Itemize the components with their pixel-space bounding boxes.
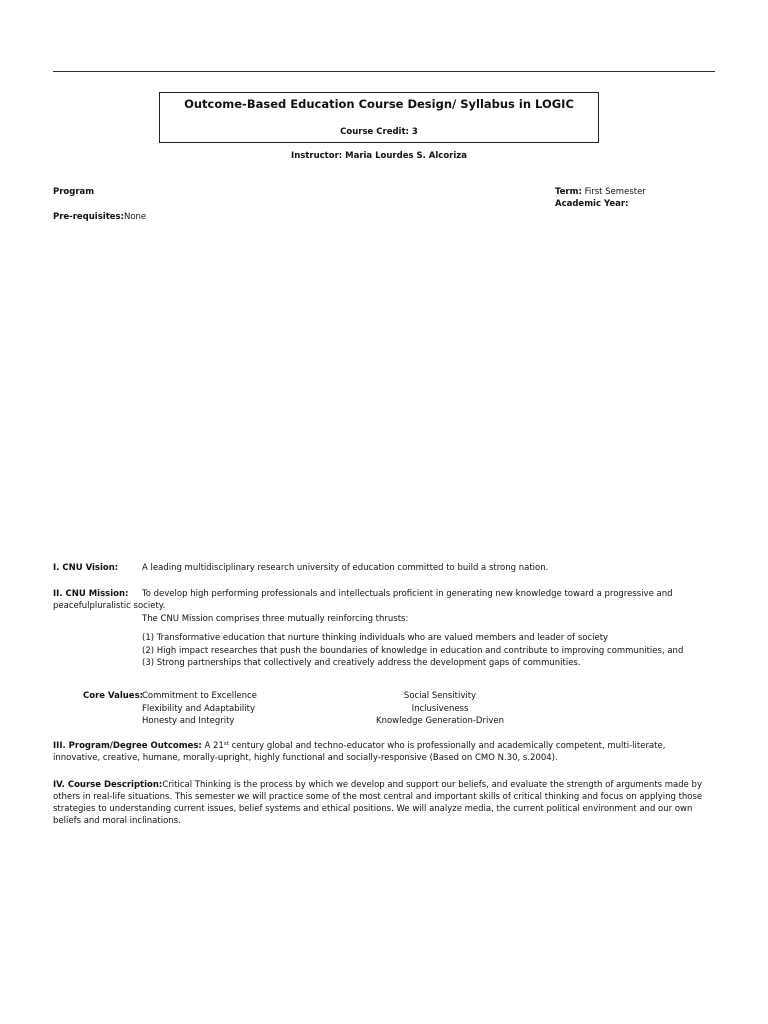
mission-thrust-2: (2) High impact researches that push the boundaries of knowledge in education and contribute to improving communities, and bbox=[142, 646, 684, 656]
core-value-left-2: Flexibility and Adaptability bbox=[142, 704, 256, 714]
term-label: Term: bbox=[555, 187, 582, 197]
core-value-left-3: Honesty and Integrity bbox=[142, 716, 235, 726]
core-value-left-1: Commitment to Excellence bbox=[142, 691, 257, 701]
outcomes-text-b: century global and techno-educator who is professionally and academically competent, multi-literate, innovative, creative, humane, morally-upright, highly functional and socially-responsive (Based on CMO N.30, s.2004). bbox=[53, 741, 666, 763]
document-title: Outcome-Based Education Course Design/ Syllabus in LOGIC bbox=[184, 97, 574, 111]
mission-intro: The CNU Mission comprises three mutually reinforcing thrusts: bbox=[142, 614, 409, 624]
instructor: Instructor: Maria Lourdes S. Alcoriza bbox=[291, 151, 467, 161]
academic-year-label: Academic Year: bbox=[555, 199, 629, 209]
outcomes-sup: st bbox=[223, 741, 229, 747]
core-value-right-1: Social Sensitivity bbox=[403, 691, 477, 701]
term-value: First Semester bbox=[581, 187, 646, 197]
description-text: Critical Thinking is the process by which we develop and support our beliefs, and evaluate the strength of arguments made by others in real-life situations. This semester we will practice some of the most central and important skills of critical thinking and focus on applying those strategies to understanding current issues, belief systems and ethical positions. We will analyze media, the current political environment and our own beliefs and moral inclinations. bbox=[53, 780, 703, 826]
mission-thrust-3: (3) Strong partnerships that collectively and creatively address the development gaps of communities. bbox=[142, 658, 581, 668]
description-label: IV. Course Description: bbox=[53, 780, 163, 790]
mission-label: II. CNU Mission: bbox=[53, 589, 129, 599]
vision-text: A leading multidisciplinary research university of education committed to build a strong nation. bbox=[142, 563, 549, 573]
course-credit: Course Credit: 3 bbox=[340, 127, 418, 137]
prerequisites bbox=[53, 211, 146, 223]
program-outcomes bbox=[53, 740, 713, 764]
core-value-right-3: Knowledge Generation-Driven bbox=[376, 716, 504, 726]
program-label: Program bbox=[53, 187, 95, 197]
outcomes-label: III. Program/Degree Outcomes: bbox=[53, 741, 202, 751]
vision-label: I. CNU Vision: bbox=[53, 563, 119, 573]
core-value-right-2: Inclusiveness bbox=[411, 704, 469, 714]
mission-line-1: To develop high performing professionals and intellectuals proficient in generating new knowledge toward a progressive and bbox=[142, 589, 673, 599]
mission-line-2: peacefulpluralistic society. bbox=[53, 601, 166, 611]
title-box bbox=[159, 92, 599, 143]
core-values-label: Core Values: bbox=[83, 691, 144, 701]
prereq-value: None bbox=[123, 212, 147, 222]
header-rule bbox=[53, 71, 715, 72]
course-description bbox=[53, 779, 713, 827]
prereq-label: Pre-requisites: bbox=[53, 212, 124, 222]
term bbox=[555, 186, 646, 198]
outcomes-text-a: A 21 bbox=[201, 741, 224, 751]
mission-thrust-1: (1) Transformative education that nurture thinking individuals who are valued members and leader of society bbox=[142, 633, 609, 643]
